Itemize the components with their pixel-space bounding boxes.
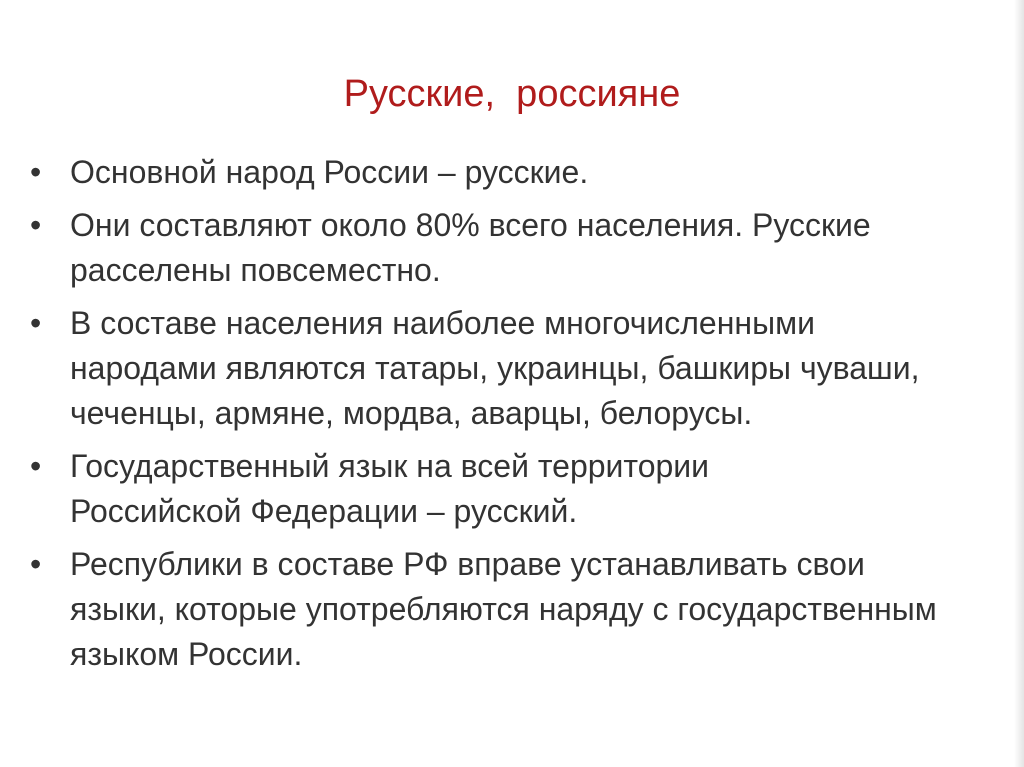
bullet-icon: • — [30, 207, 42, 243]
bullet-item — [30, 444, 990, 534]
bullet-text: Республики в составе РФ вправе устанавливать свои языки, которые употребляются наряду с государственным языком России. — [70, 546, 937, 672]
bullet-text: Основной народ России – русские. — [70, 154, 589, 190]
bullet-text: В составе населения наиболее многочисленными народами являются татары, украинцы, башкиры чуваши, чеченцы, армяне, мордва, аварцы, белорусы. — [70, 305, 920, 431]
bullet-icon: • — [30, 154, 42, 190]
bullet-item — [30, 542, 990, 677]
bullet-icon: • — [30, 546, 42, 582]
bullet-list — [30, 150, 990, 685]
bullet-item — [30, 301, 990, 436]
slide-title: Русские, россияне — [343, 73, 681, 115]
bullet-text: Они составляют около 80% всего населения. Русские расселены повсеместно. — [70, 207, 871, 288]
bullet-item — [30, 203, 990, 293]
page-edge-shadow — [1014, 0, 1024, 767]
bullet-icon: • — [30, 448, 42, 484]
bullet-icon: • — [30, 305, 42, 341]
bullet-item — [30, 150, 990, 195]
bullet-text: Государственный язык на всей территории Российской Федерации – русский. — [70, 448, 710, 529]
